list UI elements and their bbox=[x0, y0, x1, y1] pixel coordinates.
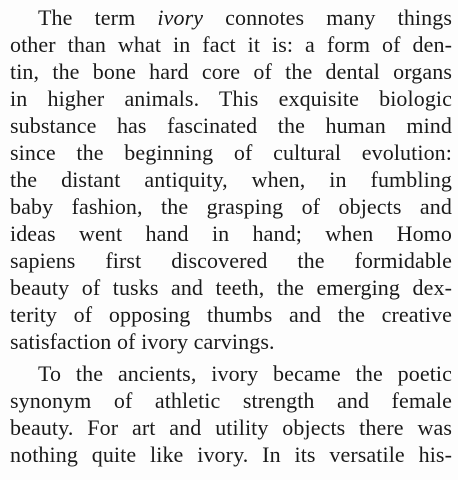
text-line: The term ivory connotes many things bbox=[38, 5, 453, 30]
text-line: ideas went hand in hand; when Homo bbox=[10, 221, 452, 246]
text-line: in higher animals. This exquisite biologic bbox=[10, 86, 452, 111]
text-line: synonym of athletic strength and female bbox=[10, 388, 452, 413]
text-line: beauty of tusks and teeth, the emerging dex- bbox=[10, 275, 452, 300]
emphasis-ivory: ivory bbox=[157, 5, 204, 30]
text-line: the distant antiquity, when, in fumbling bbox=[10, 167, 452, 192]
text-line: satisfaction of ivory carvings. bbox=[10, 329, 275, 354]
text-line: terity of opposing thumbs and the creative bbox=[10, 302, 452, 327]
text-line: sapiens first discovered the formidable bbox=[10, 248, 452, 273]
text-line: other than what in fact it is: a form of den- bbox=[10, 32, 452, 57]
text-line: baby fashion, the grasping of objects and bbox=[10, 194, 452, 219]
text-line: beauty. For art and utility objects there was bbox=[10, 415, 452, 440]
text-line: nothing quite like ivory. In its versatile his- bbox=[10, 442, 452, 467]
text-line: tin, the bone hard core of the dental organs bbox=[10, 59, 452, 84]
text-line: since the beginning of cultural evolution: bbox=[10, 140, 452, 165]
text-line: To the ancients, ivory became the poetic bbox=[38, 361, 452, 386]
text-line: substance has fascinated the human mind bbox=[10, 113, 452, 138]
